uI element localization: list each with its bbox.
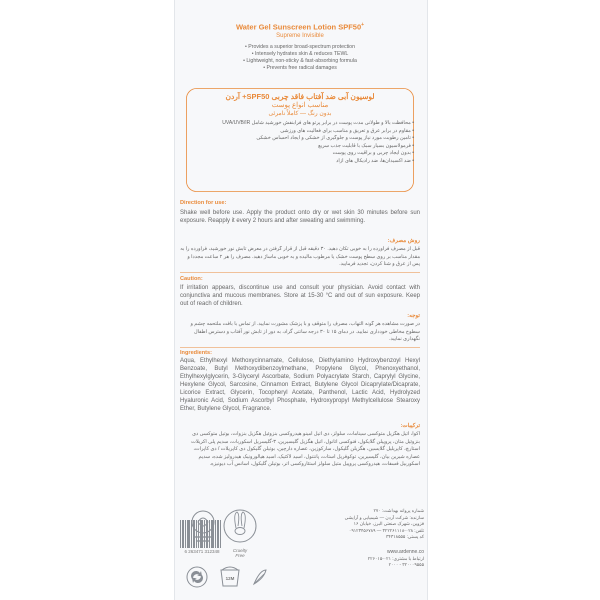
company-website: www.ardenne.co (387, 549, 424, 555)
caution-fa-text: در صورت مشاهده هر گونه التهاب، مصرف را متوقف و با پزشک مشورت نمایید. از تماس با بافت ملتحمه چشم و سطوح مخاطی خودداری نمایید. در دمای ۱۵ تا ۳۰ درجه سانتی گراد، به دور از تابش نور آفتاب و دسترس اطفال نگهداری نمایید. (190, 321, 420, 343)
ingredients-fa-heading: ترکیبات: (400, 423, 420, 429)
section-divider (180, 272, 420, 273)
fa-benefit-item: • ضد اکسیدان‌ها، ضد رادیکال های آزاد (336, 157, 414, 164)
fa-benefit-list (188, 120, 414, 165)
fa-product-subtitle: مناسب انواع پوست (271, 102, 329, 109)
recycle-icon (186, 566, 208, 588)
benefit-list (200, 44, 400, 72)
direction-fa-text: قبل از مصرف فراورده را به خوبی تکان دهید. ۳۰ دقیقه قبل از قرار گرفتن در معرض تابش نور خورشید، فراورده را به مقدار مناسب بر روی سطح پوست خشک یا مرطوب مالیده و به خوبی ماساژ دهید. مصرف را هر ۲ ساعت مجددا و پس از عرق و شنا کردن، تجدید فرمایید. (180, 246, 420, 268)
cruelty-free-label: Cruelty Free (232, 548, 248, 558)
caution-heading: Caution: (180, 276, 203, 282)
fa-product-title: لوسیون آبی ضد آفتاب فاقد چربی SPF50+ آردن (225, 92, 375, 101)
product-title: Water Gel Sunscreen Lotion SPF50+ (235, 22, 365, 32)
cruelty-free-bunny-icon (222, 504, 258, 548)
fa-benefit-item: • بدون ایجاد چربی و براقیت روی پوست (332, 150, 414, 156)
caution-fa-heading: توجه: (407, 313, 420, 319)
fa-benefit-item: • مقاوم در برابر عرق و تعریق و مناسب برای فعالیت های ورزشی (280, 127, 414, 134)
fa-benefit-item: • فرمولاسیون بسیار سبک با قابلیت جذب سریع (318, 142, 414, 149)
direction-fa-heading: روش مصرف: (387, 238, 420, 244)
ingredients-text: Aqua, Ethylhexyl Methoxycinnamate, Cellulose, Diethylamino Hydroxybenzoyl Hexyl Benzoate, Butyl Methoxydibenzoylmethane, Propylene Glycol, Phenoxyethanol, Ethylhexylglycerin, 3-Glyceryl Ascorbate, Sodium Polyacrylate Starch, Caprylyl Glycine, Hexylene Glycol, Sarcosine, Cinnamon Extract, Butylene Glycol Dicaprylate/Dicaprate, Licorice Extract, Glycerin, Tocopheryl Acetate, Panthenol, Lactic Acid, Hydrolyzed Hyaluronic Acid, Sodium Ascorbyl Phosphate, Hydroxypropyl Methylcellulose Stearoxy Ether, Butylene Glycol, Fragrance. (180, 358, 420, 412)
ingredients-heading: Ingredients: (180, 350, 213, 356)
direction-heading: Direction for use: (180, 200, 227, 206)
shelf-life-label: 12M (225, 576, 235, 581)
customer-phone: ارتباط با مشتری: ۰۲۱-۲۲۶۰۱۵ ۳۲۰۰۰۹۵۵۵ - ۲۰۰۰ (367, 556, 424, 567)
product-subtitle: Supreme Invisible (276, 33, 324, 39)
fa-product-tagline: بدون رنگ — کاملاً نامرئی (268, 111, 332, 117)
benefit-item: • Prevents free radical damages (263, 65, 337, 71)
fa-benefit-item: • تامین رطوبت مورد نیاز پوست و جلوگیری از خشکی و ایجاد احساس خشکی (256, 135, 414, 141)
benefit-item: • Lightweight, non-sticky & fast-absorbing formula (243, 58, 357, 64)
section-divider (180, 347, 420, 348)
barcode-number: 6 263471 312348 (184, 549, 220, 554)
fa-benefit-item: • محافظت بالا و طولانی مدت پوست در برابر پرتو های فرابنفش خورشید شامل UVA/UVB/IR (222, 120, 414, 126)
ingredients-fa-text: آکوا، اتیل هگزیل متوکسی سینامات، سلولز، دی اتیل آمینو هیدروکسی بنزوئیل هگزیل بنزوات، بوتیل متوکسی دی بنزوئیل متان، پروپیلن گلایکول، فنوکسی اتانول، اتیل هگزیل گلیسیرین، ۳-گلیسریل اسکوربات، سدیم پلی اکریلات استارچ، کاپریلیل گلایسین، هگزیلن گلیکول، سارکوزین، عصاره دارچین، بوتیلن گلیکول دی کاپریلات / دی کاپرات، عصاره شیرین بیان، گلیسیرین، توکوفریل استات، پانتنول، اسید لاکتیک، اسید هیالورونیک هیدرولیز شده، سدیم اسکوربیل فسفات، هیدروکسی پروپیل متیل سلولز استئاروکسی اتر، بوتیلن گلیکول، اسانس آب دیونیزه. (191, 431, 420, 468)
do-not-litter-icon (250, 566, 270, 588)
caution-text: If irritation appears, discontinue use and consult your physician. Avoid contact with conjunctiva and mucous membranes. Store at 15-30 °C and out of sun exposure. Keep out of reach of children. (180, 285, 420, 307)
direction-text: Shake well before use. Apply the product onto dry or wet skin 30 minutes before sun exposure. Reapply it every 2 hours and after sweating and swimming. (180, 210, 420, 224)
company-info: شماره پروانه بهداشت: ۲۷۰ سازنده: شرکت آردن — شیمیایی و آرایشی قزوین، شهرک صنعتی البرز، خیابان ۱۶ تلفن: ۰۲۸-۳۲۲۲۶۱۱۱۸ — ۰۹۱۲۳۴۵۶۷۸۹ کد پستی: ۳۴۳۱۸۵۵۵ (344, 508, 424, 539)
benefit-item: • Intensely hydrates skin & reduces TEWL (251, 51, 349, 57)
benefit-item: • Provides a superior broad-spectrum protection (245, 44, 355, 50)
